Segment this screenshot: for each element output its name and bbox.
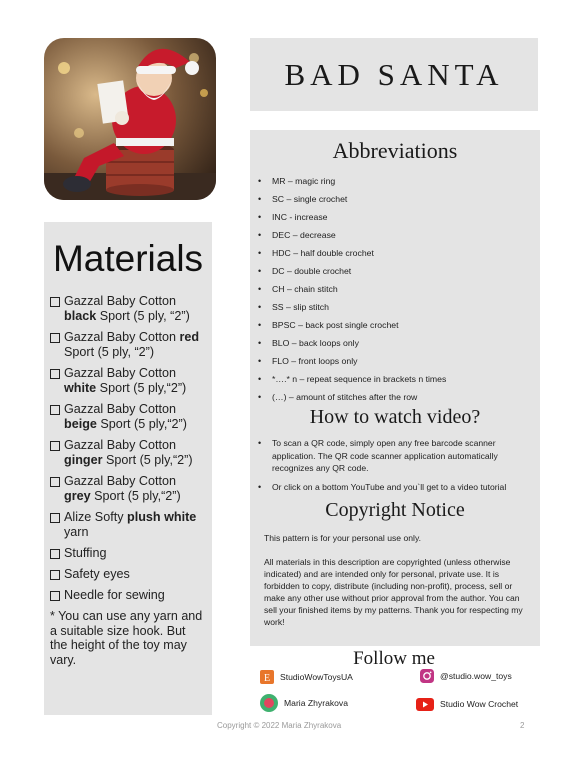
- bullet-icon: •: [258, 374, 262, 384]
- content-panel: [250, 130, 540, 646]
- list-item: • INC - increase: [258, 208, 540, 226]
- bullet-icon: •: [258, 248, 262, 258]
- materials-list: [44, 294, 212, 603]
- materials-item: Gazzal Baby Cotton white Sport (5 ply,“2”): [50, 366, 206, 396]
- ravelry-icon: [260, 694, 278, 712]
- follow-heading: Follow me: [353, 648, 435, 669]
- bullet-icon: •: [258, 356, 262, 366]
- list-item: • *….* n – repeat sequence in brackets n times: [258, 370, 540, 388]
- materials-heading: Materials: [52, 238, 204, 279]
- checkbox-icon: [50, 297, 60, 307]
- bullet-icon: •: [258, 302, 262, 312]
- materials-item: Gazzal Baby Cotton beige Sport (5 ply,“2”): [50, 402, 206, 432]
- footer-copyright: Copyright © 2022 Maria Zhyrakova: [217, 721, 342, 730]
- checkbox-icon: [50, 513, 60, 523]
- list-item: • Or click on a bottom YouTube and you`ll get to a video tutorial: [258, 481, 507, 492]
- list-item: • HDC – half double crochet: [258, 244, 540, 262]
- checkbox-icon: [50, 369, 60, 379]
- svg-text:E: E: [263, 673, 271, 684]
- santa-photo: [44, 38, 216, 200]
- bullet-icon: •: [258, 338, 262, 348]
- list-item: • DC – double crochet: [258, 262, 540, 280]
- materials-panel: [44, 222, 212, 715]
- materials-item: Safety eyes: [50, 567, 206, 582]
- bullet-icon: •: [258, 176, 262, 186]
- copyright-heading: Copyright Notice: [325, 499, 465, 521]
- abbreviations-list: [250, 172, 540, 406]
- list-item: • MR – magic ring: [258, 172, 540, 190]
- list-item: • FLO – front loops only: [258, 352, 540, 370]
- instagram-link[interactable]: @studio.wow_toys: [420, 669, 512, 683]
- bullet-icon: •: [258, 320, 262, 330]
- list-item: • CH – chain stitch: [258, 280, 540, 298]
- page-title: BAD SANTA: [284, 56, 504, 92]
- youtube-icon: [416, 697, 434, 711]
- etsy-icon: [260, 670, 274, 684]
- ravelry-link[interactable]: Maria Zhyrakova: [260, 694, 348, 712]
- materials-item: Gazzal Baby Cotton ginger Sport (5 ply,“2”): [50, 438, 206, 468]
- bullet-icon: •: [258, 284, 262, 294]
- checkbox-icon: [50, 570, 60, 580]
- copyright-intro: This pattern is for your personal use only.: [264, 533, 421, 543]
- etsy-link[interactable]: E StudioWowToysUA: [260, 670, 353, 684]
- checkbox-icon: [50, 405, 60, 415]
- list-item: • (…) – amount of stitches after the row: [258, 388, 540, 406]
- bullet-icon: •: [258, 392, 262, 402]
- materials-item: Gazzal Baby Cotton grey Sport (5 ply,“2”): [50, 474, 206, 504]
- list-item: • To scan a QR code, simply open any free barcode scanner application. The QR code scanner application automatically recognizes any QR code.: [258, 438, 498, 473]
- title-box: [250, 38, 538, 111]
- video-list: [250, 437, 540, 493]
- list-item: • DEC – decrease: [258, 226, 540, 244]
- materials-item: Alize Softy plush white yarn: [50, 510, 206, 540]
- list-item: • SS – slip stitch: [258, 298, 540, 316]
- checkbox-icon: [50, 591, 60, 601]
- list-item: • SC – single crochet: [258, 190, 540, 208]
- list-item: • BLO – back loops only: [258, 334, 540, 352]
- bullet-icon: •: [258, 212, 262, 222]
- page-number: 2: [520, 721, 525, 730]
- materials-item: Stuffing: [50, 546, 206, 561]
- materials-item: Needle for sewing: [50, 588, 206, 603]
- checkbox-icon: [50, 441, 60, 451]
- bullet-icon: •: [258, 438, 262, 448]
- instagram-icon: [420, 669, 434, 683]
- list-item: • BPSC – back post single crochet: [258, 316, 540, 334]
- video-heading: How to watch video?: [309, 406, 481, 428]
- bullet-icon: •: [258, 481, 262, 492]
- materials-note: * You can use any yarn and a suitable size hook. But the height of the toy may vary.: [50, 609, 203, 667]
- checkbox-icon: [50, 333, 60, 343]
- bullet-icon: •: [258, 194, 262, 204]
- copyright-text: All materials in this description are copyrighted (unless otherwise indicated) and are intended only for personal, private use. It is forbidden to copy, distribute (including non-profit), process, sell or make any other use without prior approval from the author. You can sell your finished items by my patterns. Thank you for respecting my work!: [264, 557, 523, 627]
- bullet-icon: •: [258, 266, 262, 276]
- checkbox-icon: [50, 477, 60, 487]
- materials-item: Gazzal Baby Cotton black Sport (5 ply, “2”): [50, 294, 206, 324]
- youtube-link[interactable]: Studio Wow Crochet: [416, 697, 518, 711]
- abbreviations-heading: Abbreviations: [332, 138, 458, 163]
- bullet-icon: •: [258, 230, 262, 240]
- checkbox-icon: [50, 549, 60, 559]
- materials-item: Gazzal Baby Cotton red Sport (5 ply, “2”): [50, 330, 206, 360]
